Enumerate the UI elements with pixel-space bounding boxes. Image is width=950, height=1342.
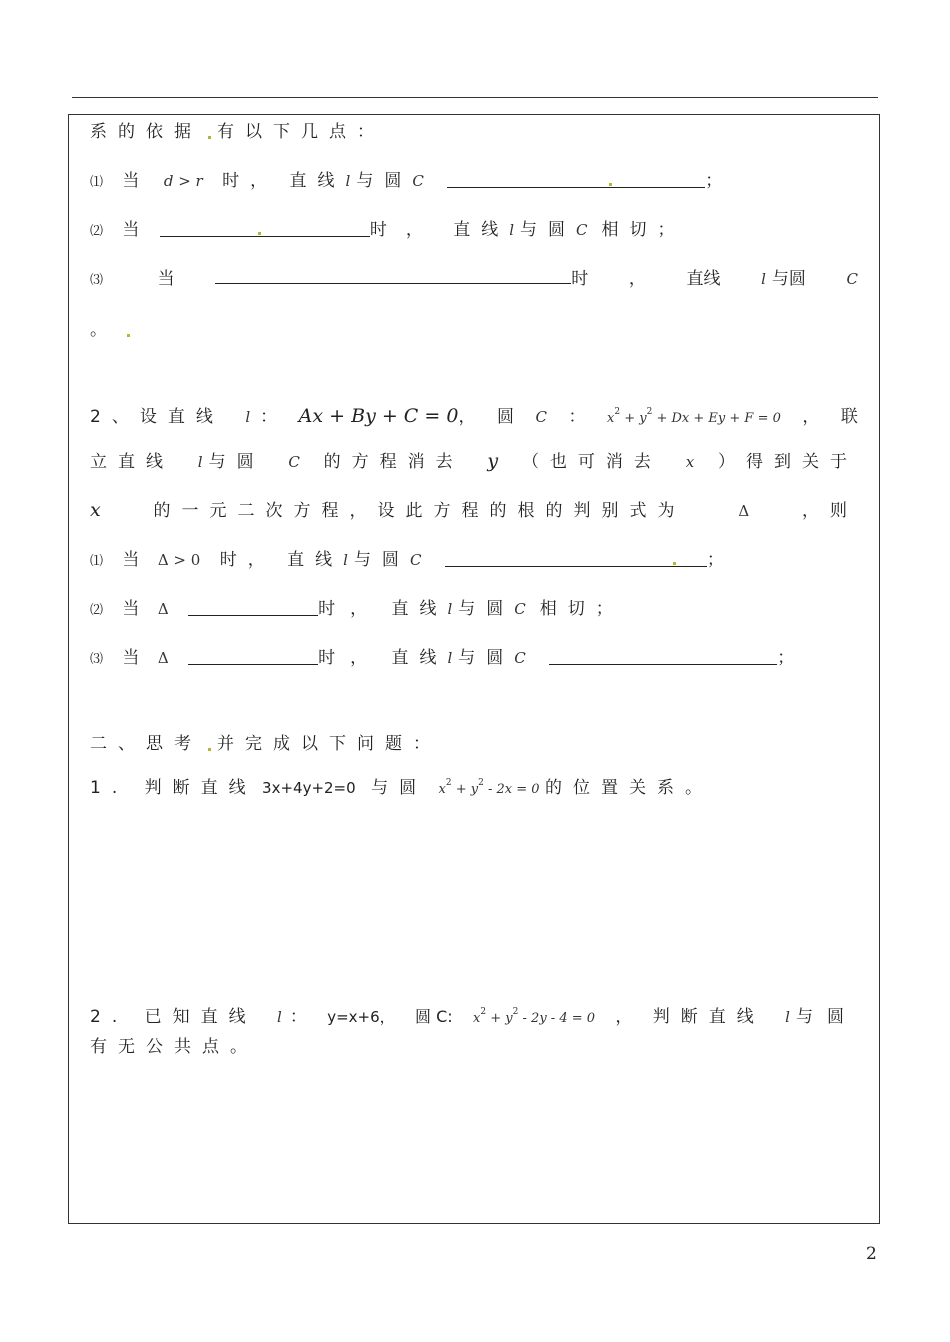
case-3-tail: 。 (90, 316, 858, 344)
answer-blank[interactable] (188, 597, 318, 616)
case-1: ⑴ 当 d > r 时， 直线l 与圆C ； (90, 171, 723, 191)
sec2-case-3: ⑶ 当 Δ 时 ， 直线l 与圆C ； (90, 648, 795, 668)
mark-dot (127, 334, 130, 337)
mark-dot (208, 136, 211, 139)
circle-equation-1: $x^2 + y^2 - 2x = 0$ (438, 778, 540, 797)
mark-dot (258, 232, 261, 235)
mark-dot (673, 562, 676, 565)
mark-dot (609, 183, 612, 186)
question-1: 1. 判断直线 3x+4y+2=0 与圆 $x^2 + y^2 - 2x = 0$ 的位置关系。 (90, 778, 713, 798)
case-2: ⑵ 当 时 ， 直线l 与圆C 相切； (90, 220, 675, 240)
answer-blank[interactable] (447, 169, 705, 188)
circle-equation-2: $x^2 + y^2 - 2y - 4 = 0$ (473, 1007, 596, 1026)
mark-dot (208, 748, 211, 751)
answer-blank[interactable] (549, 646, 777, 665)
intro-line: 系的依据 有以下几点： (90, 122, 385, 142)
sec2-line-3: x 的一元二次方程，设此方程的根的判别式为 Δ ，则 (90, 499, 858, 521)
question-2-tail: 有无公共点。 (90, 1037, 258, 1057)
header-rule (72, 97, 878, 98)
case-3: ⑶ 当 时 ， 直线 l 与圆 C (90, 265, 858, 293)
answer-blank[interactable] (188, 646, 318, 665)
answer-blank[interactable] (215, 265, 571, 284)
circle-equation: $x^2 + y^2 + Dx + Ey + F = 0$ (606, 407, 781, 426)
page-number: 2 (866, 1244, 877, 1264)
answer-blank[interactable] (445, 548, 707, 567)
answer-blank[interactable] (160, 218, 370, 237)
sec2-case-1: ⑴ 当 Δ > 0 时， 直线l 与圆C ； (90, 550, 724, 570)
sec2-case-2: ⑵ 当 Δ 时 ， 直线l 与圆C 相切； (90, 599, 613, 619)
sec2-line-2: 立直线 l 与圆 C 的方程消去 y （也可消去 x ）得到关于 (90, 450, 858, 472)
sec2-line-1: 2、设直线 l ： Ax + By + C = 0 ， 圆 C ： $x^2 + y^2 + Dx + Ey + F = 0$ ， 联 (90, 398, 858, 426)
part2-heading: 二、思考 并完成以下问题： (90, 734, 441, 754)
question-2: 2. 已知直线 l ： y=x+6， 圆 C: $x^2 + y^2 - 2y - 4 = 0$ ， 判断直线 l 与圆 (90, 998, 858, 1026)
